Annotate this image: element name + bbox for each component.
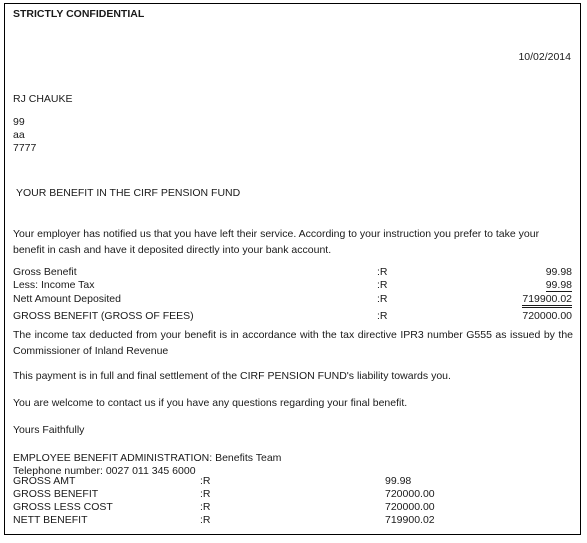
summary-currency: :R <box>200 501 211 513</box>
summary-amount: 720000.00 <box>385 488 435 500</box>
benefit-amount: 99.98 <box>545 279 572 291</box>
summary-label: GROSS AMT <box>13 475 76 487</box>
benefit-label: Gross Benefit <box>13 266 77 278</box>
recipient-name: RJ CHAUKE <box>13 93 73 105</box>
summary-currency: :R <box>200 488 211 500</box>
benefit-currency: :R <box>377 293 388 305</box>
summary-label: NETT BENEFIT <box>13 514 88 526</box>
benefit-amount: 720000.00 <box>522 310 572 322</box>
benefit-currency: :R <box>377 310 388 322</box>
closing-line: Yours Faithfully <box>13 424 85 436</box>
benefit-label: Nett Amount Deposited <box>13 293 121 305</box>
benefit-amount: 99.98 <box>545 266 572 278</box>
benefit-currency: :R <box>377 266 388 278</box>
summary-currency: :R <box>200 475 211 487</box>
summary-amount: 719900.02 <box>385 514 435 526</box>
letter-date: 10/02/2014 <box>518 51 571 63</box>
summary-label: GROSS LESS COST <box>13 501 113 513</box>
signature-org: EMPLOYEE BENEFIT ADMINISTRATION: Benefits Team <box>13 452 282 464</box>
summary-amount: 99.98 <box>385 475 412 487</box>
benefit-amount: 719900.02 <box>522 293 572 308</box>
letter-page <box>4 3 581 535</box>
summary-amount: 720000.00 <box>385 501 435 513</box>
summary-currency: :R <box>200 514 211 526</box>
confidential-heading: STRICTLY CONFIDENTIAL <box>13 8 145 20</box>
benefit-currency: :R <box>377 279 388 291</box>
summary-label: GROSS BENEFIT <box>13 488 99 500</box>
letter-subject: YOUR BENEFIT IN THE CIRF PENSION FUND <box>16 187 241 199</box>
tax-note-paragraph: The income tax deducted from your benefit is in accordance with the tax directive IPR3 number G555 as issued by the Commissioner of Inland Revenue <box>13 329 573 357</box>
address-line-1: 99 <box>13 116 25 128</box>
signature-phone: Telephone number: 0027 011 345 6000 <box>13 465 196 477</box>
benefit-label: GROSS BENEFIT (GROSS OF FEES) <box>13 310 194 322</box>
contact-paragraph: You are welcome to contact us if you have any questions regarding your final benefit. <box>13 397 408 409</box>
address-line-2: aa <box>13 129 25 141</box>
settlement-paragraph: This payment is in full and final settlement of the CIRF PENSION FUND's liability towards you. <box>13 370 451 382</box>
benefit-label: Less: Income Tax <box>13 279 95 291</box>
address-line-3: 7777 <box>13 142 37 154</box>
intro-paragraph: Your employer has notified us that you have left their service. According to your instruction you prefer to take your benefit in cash and have it deposited directly into your bank account. <box>13 228 540 256</box>
